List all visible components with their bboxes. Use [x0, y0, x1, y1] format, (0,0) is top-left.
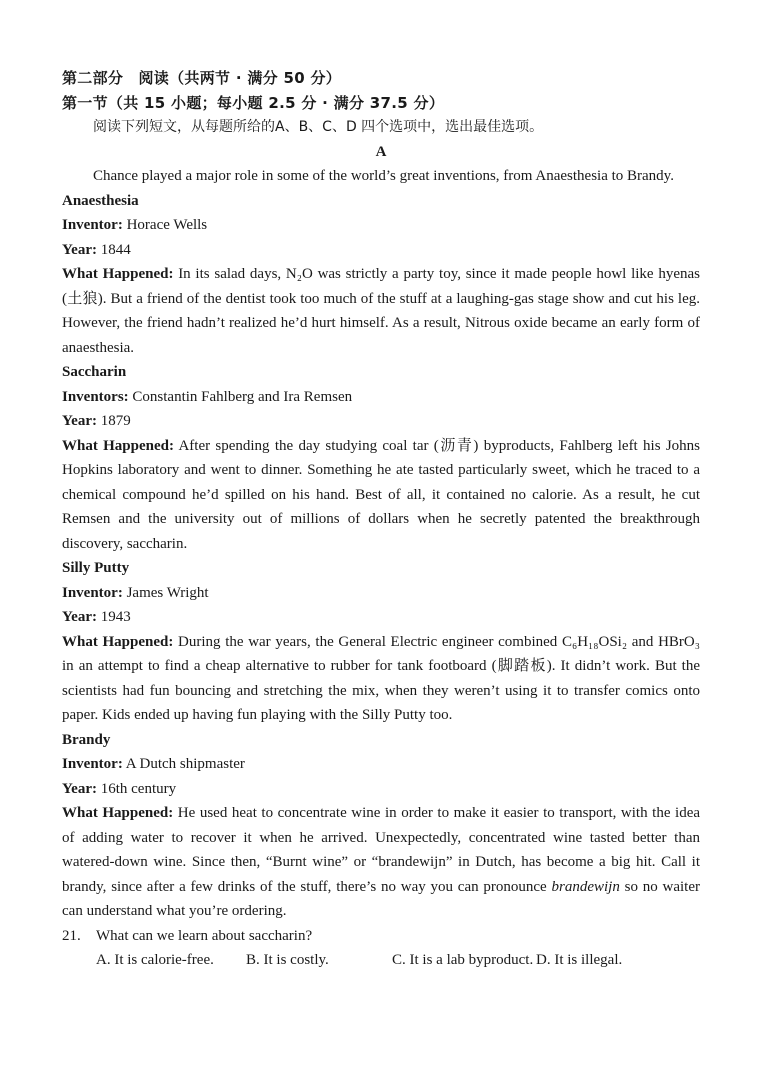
what-happened-label: What Happened: — [62, 437, 174, 454]
question-text: What can we learn about saccharin? — [96, 927, 313, 944]
what-happened-text-before: During the war years, the General Electric engineer combined — [173, 633, 562, 650]
year-value: 1943 — [96, 609, 131, 625]
what-happened-text: After spending the day studying coal tar (沥青) byproducts, Fahlberg left his Johns Hopkins laboratory and went to dinner. Something he ate tasted particularly sweet, which he traced to a chemical compound he’d spilled on his hand. Best of all, it contained no calorie. As a result, he cut Remsen and the university out of millions of dollars when he secretly patented the breakthrough discovery, saccharin. — [62, 437, 700, 552]
year-line-silly-putty — [62, 605, 700, 630]
what-happened-label: What Happened: — [62, 633, 174, 650]
invention-title-brandy: Brandy — [62, 731, 111, 748]
inventor-line-silly-putty — [62, 581, 700, 606]
what-happened-italic-word: brandewijn — [551, 878, 620, 895]
what-happened-text-after: in an attempt to find a cheap alternative to rubber for tank footboard (脚踏板). It didn’t work. But the scientists had fun bouncing and stretching the mix, when they weren’t using it to transfer comics onto paper. Kids ended up having fun playing with the Silly Putty too. — [62, 658, 700, 723]
what-happened-text-before: He used heat to concentrate wine in order to make it easier to transport, with the idea of adding water to recover it when he arrived. Unexpectedly, concentrated wine tasted better than watered-down wine. Since then, “Burnt wine” or “brandewijn” in Dutch, has become a big hit. Call it brandy, since after a few drinks of the stuff, there’s no way you can pronounce — [62, 805, 701, 895]
question-21 — [62, 924, 700, 949]
chemical-formula-2: HBrO₃ — [658, 633, 700, 650]
year-label: Year: — [62, 780, 97, 797]
year-line-brandy — [62, 777, 700, 802]
what-happened-text: In its salad days, N₂O was strictly a party toy, since it made people howl like hyenas (土狼). But a friend of the dentist took too much of the stuff at a laughing-gas stage show and cut his leg. However, the friend hadn’t realized he’d hurt himself. As a result, Nitrous oxide became an early form of anaesthesia. — [62, 266, 700, 356]
year-label: Year: — [62, 413, 97, 429]
chemical-formula-1: C₆H₁₈OSi₂ — [561, 633, 628, 650]
invention-title-saccharin: Saccharin — [62, 364, 127, 380]
part-title: 第二部分 阅读（共两节 · 满分 50 分） — [62, 69, 342, 87]
what-happened-saccharin — [62, 434, 700, 557]
passage-intro: Chance played a major role in some of the world’s great inventions, from Anaesthesia to Brandy. — [93, 168, 674, 184]
year-value: 1879 — [96, 413, 131, 429]
year-value: 16th century — [96, 780, 177, 797]
what-happened-text-mid: and — [627, 633, 659, 650]
passage-letter: A — [375, 143, 387, 160]
option-a: A. It is calorie-free. — [96, 952, 214, 968]
inventor-label: Inventor: — [62, 756, 123, 772]
what-happened-text-after: so no waiter can understand what you’re ordering. — [62, 878, 700, 919]
year-value: 1844 — [96, 241, 131, 258]
what-happened-label: What Happened: — [62, 266, 174, 282]
inventor-value: James Wright — [122, 584, 209, 601]
question-number: 21. — [62, 927, 81, 944]
option-d: D. It is illegal. — [536, 952, 623, 968]
year-label: Year: — [62, 241, 97, 258]
invention-title-anaesthesia: Anaesthesia — [62, 192, 139, 209]
year-line-saccharin — [62, 409, 700, 434]
instructions: 阅读下列短文，从每题所给的A、B、C、D 四个选项中，选出最佳选项。 — [93, 119, 544, 135]
inventor-value: Constantin Fahlberg and Ira Remsen — [128, 388, 353, 405]
inventor-line-saccharin — [62, 385, 700, 410]
what-happened-brandy — [62, 801, 700, 924]
what-happened-label: What Happened: — [62, 805, 174, 821]
inventor-label: Inventor: — [62, 217, 123, 233]
inventor-value: Horace Wells — [122, 217, 208, 233]
exam-page — [62, 66, 700, 973]
what-happened-anaesthesia — [62, 262, 700, 360]
inventor-line-anaesthesia — [62, 213, 700, 238]
option-c: C. It is a lab byproduct. — [392, 952, 534, 968]
inventor-label: Inventors: — [62, 388, 129, 405]
question-21-options — [62, 948, 700, 973]
year-line-anaesthesia — [62, 238, 700, 263]
option-b: B. It is costly. — [246, 952, 329, 968]
section-title: 第一节（共 15 小题；每小题 2.5 分 · 满分 37.5 分） — [62, 93, 445, 112]
inventor-line-brandy — [62, 752, 700, 777]
inventor-label: Inventor: — [62, 584, 123, 601]
inventor-value: A Dutch shipmaster — [122, 756, 245, 772]
what-happened-silly-putty — [62, 630, 700, 728]
invention-title-silly-putty: Silly Putty — [62, 560, 130, 576]
year-label: Year: — [62, 609, 97, 625]
